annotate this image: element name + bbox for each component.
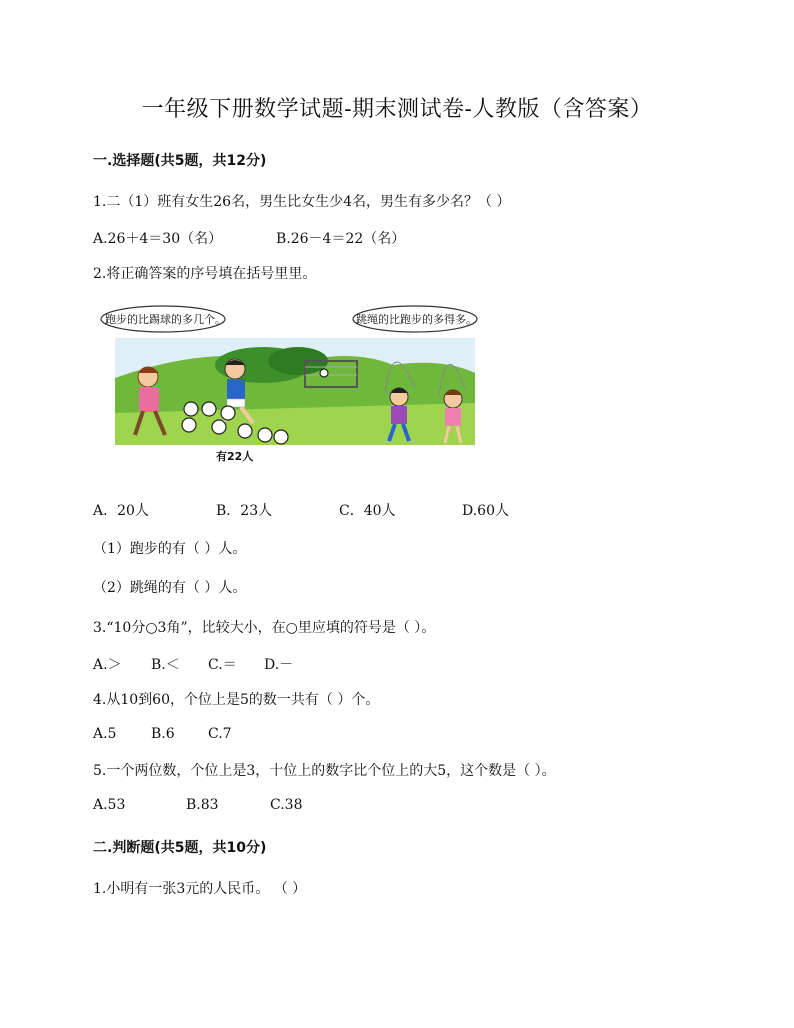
question-2-text: 2.将正确答案的序号填在括号里里。 [93,266,317,282]
question-1-option-a: A.26＋4＝30（名） [93,231,223,247]
question-4-option-b: B.6 [151,726,175,742]
question-4-option-c: C.7 [208,726,232,742]
question-1-option-b: B.26－4＝22（名） [276,231,406,247]
right-speech-bubble: 跳绳的比跑步的多得多。 [356,313,477,326]
section-2-heading: 二.判断题(共5题，共10分) [93,840,267,856]
question-4-text: 4.从10到60，个位上是5的数一共有（ ）个。 [93,692,380,708]
question-2-option-a: A．20人 [93,503,149,519]
playground-illustration [93,303,478,465]
question-5-option-b: B.83 [186,797,219,813]
question-1-text: 1.二（1）班有女生26名，男生比女生少4名，男生有多少名？（ ） [93,194,511,210]
question-3-option-c: C.＝ [208,657,237,673]
question-5-text: 5.一个两位数，个位上是3，十位上的数字比个位上的大5，这个数是（ ）。 [93,763,556,779]
question-3-text: 3.“10分○3角”，比较大小，在○里应填的符号是（ ）。 [93,620,436,636]
question-4-option-a: A.5 [93,726,117,742]
question-2-option-c: C．40人 [339,503,396,519]
question-5-option-a: A.53 [93,797,126,813]
illustration-caption: 有22人 [216,450,254,463]
page-title: 一年级下册数学试题-期末测试卷-人教版（含答案） [141,97,653,122]
question-2-option-d: D.60人 [462,503,509,519]
question-3-option-b: B.＜ [151,657,180,673]
question-3-option-d: D.－ [264,657,294,673]
left-speech-bubble: 跑步的比踢球的多几个。 [105,313,226,326]
section-1-heading: 一.选择题(共5题，共12分) [93,153,267,169]
question-2-sub-2: （2）跳绳的有（ ）人。 [93,580,247,596]
judgment-1-text: 1.小明有一张3元的人民币。 （ ） [93,881,307,897]
question-2-sub-1: （1）跑步的有（ ）人。 [93,541,247,557]
question-2-option-b: B．23人 [216,503,273,519]
question-5-option-c: C.38 [270,797,303,813]
question-3-option-a: A.＞ [93,657,122,673]
